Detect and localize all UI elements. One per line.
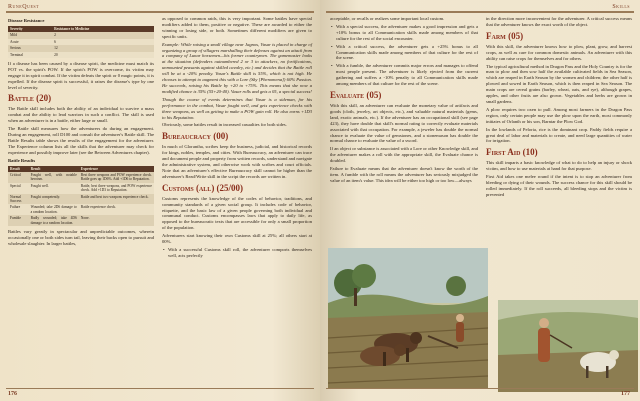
customs-bullet-fumble: • With a fumble, the adventurer commits major errors and manages to offend most people present. The adventurer is likely ejected from the current gathering and suffers a -10% penalty to all Communication skills made among members of that culture for the rest of the scene. [330, 63, 478, 87]
table-cell: Serious [8, 45, 52, 51]
table-cell: Failure [8, 204, 29, 215]
table-row [8, 215, 154, 226]
table-cell: 6 [52, 39, 154, 45]
disease-resistance-table [8, 26, 154, 58]
battle-example-2: Though the course of events determines that Vasar is a sideman, for his performance in the combat, Vasar fought well, and gets experience checks with three weapons, as well as getting to make a POW gain roll. He also earns +1D3 to his Reputation. [162, 96, 312, 120]
farm-paragraph-4: In the lowlands of Peloria, rice is the dominant crop. Paddy fields require a great deal of labor and materials to create, and need large quantities of water for irrigation. [486, 126, 632, 144]
first-aid-paragraph-1: This skill imparts a basic knowledge of what to do to help an injury or shock victim, and how to use materials at hand for that purpose. [486, 160, 632, 172]
customs-heading: Customs (all) (25/00) [162, 182, 244, 193]
table-cell: Wounded; take 2D6 damage to a random location. [30, 205, 77, 214]
table-cell: Best three weapons and POW experience check. Battle goes up 1D6%. Add +1D6 to Reputation. [80, 173, 152, 182]
customs-bullet: • With a successful Customs skill roll, the adventurer comports themselves well, acts perfectly [162, 247, 312, 259]
table-cell: 2 [52, 32, 154, 38]
table-header: Resistance to Medicine [52, 26, 154, 32]
farm-illustration-svg [328, 248, 488, 388]
first-aid-heading: First Aid (10) [486, 147, 538, 158]
table-row [8, 52, 154, 58]
bureaucracy-heading: Bureaucracy (00) [162, 131, 229, 142]
table-row [8, 194, 154, 205]
battle-paragraph-3: Battles vary greatly in spectacular and unpredictable outcomes, wherein occasionally one or both sides turn tail, leaving their backs open to pursuit and wholesale slaughter. In larger battles, [8, 229, 154, 246]
table-row [8, 183, 154, 194]
left-bottom-rule [6, 388, 314, 390]
table-cell: 12 [52, 45, 154, 51]
customs-paragraph-1: Customs represents the knowledge of the codes of behavior, traditions, and community standards of a given social group. It includes code of behavior, etiquette, and the basic law of a given people governing both individual and communal conduct. Customs encompasses laws that apply to daily life, as opposed to the bureaucratic texts that are accessible for only a small proportion of the population. [162, 195, 312, 231]
table-cell: Battle, best three weapons, and POW experience check. Add +1D3 to Reputation. [80, 183, 152, 193]
left-column-2 [162, 16, 312, 261]
battle-results-table [8, 166, 154, 226]
left-running-head: RuneQuest [8, 4, 40, 10]
evaluate-paragraph-3: Failure to Evaluate means that the adventurer doesn't know the worth of the item. A fumble with the roll means the adventurer has seriously misjudged the value of an item's value. This idea will be either too high or too low—always [330, 166, 478, 183]
right-page-number: 177 [621, 391, 630, 397]
table-header: Severity [8, 26, 52, 32]
table-cell: Special [8, 183, 29, 194]
left-top-rule [6, 11, 314, 13]
farm-paragraph-3: A plow requires two oxen to pull. Among most farmers in the Dragon Pass region, only certain people may use the plow upon the earth, most commonly initiates of Orlanth or his son, Barntar the Plow God. [486, 106, 632, 124]
table-cell: 20 [52, 52, 154, 58]
left-column-1 [8, 16, 154, 249]
table-cell: Critical [8, 172, 29, 183]
right-column-1 [330, 16, 478, 186]
evaluate-paragraph-1: With this skill, an adventurer can evaluate the monetary value of artifacts and goods (cloth, jewelry, art objects, etc.), and valuable natural materials (gems, land, exotic animals, etc.). If the adventurer has an occupational skill (see page 423), they have double that skill's normal rating to correctly evaluate materials associated with that occupation. For example, a jeweler has double the normal chance to evaluate the value of gemstones, and a stonemason has double the normal chance to evaluate the value of a sword. [330, 102, 478, 144]
table-cell: Badly wounded; take 4D6 damage to a random location. [30, 216, 77, 225]
table-cell: Acute [8, 39, 52, 45]
right-bottom-rule [326, 388, 634, 390]
farm-heading: Farm (05) [486, 30, 524, 41]
battle-paragraph-1: The Battle skill includes both the ability of an individual to survive a mass combat and the ability to lead warriors in such a conflict. The skill is used when an adventurer is in a battle, either large or small. [8, 106, 154, 124]
table-header: Experience [79, 166, 154, 172]
herding-illustration [498, 300, 638, 392]
bureaucracy-paragraph: In much of Glorantha, scribes keep the business, judicial, and historical records for kings, nobles, temples, and cities. With Bureaucracy, an adventurer can trace and document people and property from written records, understand and navigate the administrative system, and otherwise work with scribes and court officials. Note that an adventurer's effective Bureaucracy skill cannot be higher than the adventurer's Read/Write skill in the script the records are written in. [162, 144, 312, 179]
table-header: Result [29, 166, 79, 172]
table-cell: Mild [8, 32, 52, 38]
table-cell: Fought well, with notable heroism. [30, 173, 77, 182]
farm-paragraph-1: With this skill, the adventurer knows how to plow, plant, grow, and harvest crops, as well as care for common domestic animals. An adventurer with this ability can raise crops for themselves and for others. [486, 43, 632, 61]
farm-illustration [328, 248, 488, 388]
table-cell: Battle experience check. [79, 204, 154, 215]
table-cell: Terminal [8, 52, 52, 58]
table-row [8, 204, 154, 215]
battle-paragraph-4: as opposed to common raids, this is very important. Some battles have special modifiers added to them, positive or negative. These are awarded to either the winning or losing side, or both. Sometimes different modifiers are given to specific units. [162, 16, 312, 39]
battle-paragraph-5: Obviously, some battles result in increased casualties for both sides. [162, 122, 287, 128]
disease-paragraph: If a disease has been caused by a disease spirit, the medicine must match its POT vs. the spirit's POW. If the spirit's POW is overcome, its victim may engage it in spirit combat. If the victim defeats the spirit or 0 magic points, it is expelled. If the disease spirit is successful, it raises the disease's type by one level of severity. [8, 60, 154, 90]
battle-example: Example: While raising a small village near Jagnos, Vasar is placed in charge of organizing a group of villagers marshalling their defenses against an attack from a company of Lunar horsemen—his former countrymen. The gamemaster looks at the situation (defenders outnumbered 2 or 3 to attackers, no fortifications, unmounted peasants against skilled cavalry, etc.) and decides that the Battle roll will be at a -20% penalty. Vasar's Battle skill is 55%, which is not high. He chooses to attempt to augment this with a Lore (Sky [Phenomena]) 60% Passion. He succeeds, raising his Battle by +20 to +75%. This means that she now a modified chance is 35% (55+20-40). Vasar rolls and gets a 05, a special success! [162, 41, 312, 94]
first-aid-paragraph-2: First Aid takes one melee round if the intent is to stop an adventurer from bleeding or dying of their wounds. The success chance for this skill should be rolled immediately. If the roll succeeds, all bleeding stops and the victim is prevented [486, 174, 632, 197]
table-cell: Fought well. [29, 183, 79, 194]
customs-bullet-critical: • With a critical success, the adventurer gets a +25% bonus to all Communication skills made among members of that culture for the rest of the scene. [330, 44, 478, 62]
evaluate-heading: Evaluate (05) [330, 89, 382, 100]
table-cell: Fought competently. [29, 194, 79, 205]
table-cell: Fumble [8, 215, 29, 226]
disease-table-title: Disease Resistance [8, 18, 45, 23]
table-cell: Normal Success [8, 194, 29, 205]
customs-paragraph-2: Adventurers start knowing their own Customs skill at 25%; all others start at 00%. [162, 233, 312, 245]
evaluate-paragraph-2: If an object or substance is associated with a Lore or other Knowledge skill, and the adventurer makes a roll with the appropriate skill, the Evaluate chance is doubled. [330, 146, 478, 164]
table-cell: None. [79, 215, 154, 226]
battle-paragraph-2: The Battle skill measures how the adventurers do during an engagement. During an engagement, roll D100 and consult the adventurer's Battle skill. The Battle Results table shows the results of the engagement for the adventurer. The Experience column lists all the skills that the adventurer may check for experience and possibly improve later (see the Between Adventures chapter). [8, 126, 154, 155]
right-top-rule [326, 11, 634, 13]
customs-bullet-special: • With a special success, the adventurer makes a good impression and gets a +10% bonus to all Communication skills made among members of that culture for the rest of the social encounter. [330, 24, 478, 42]
evaluate-paragraph-4: in the direction more inconvenient for the adventurer. A critical success means that the adventurer knows the exact worth of the object. [486, 16, 632, 27]
right-running-head: Skills [612, 4, 630, 10]
table-row [8, 172, 154, 183]
right-column-2 [486, 16, 632, 200]
right-page [320, 0, 640, 401]
left-page-number: 176 [8, 391, 17, 397]
table-cell: Battle and best two weapons experience check. [79, 194, 154, 205]
herding-illustration-svg [498, 300, 638, 392]
table-header: Result [8, 166, 29, 172]
battle-results-title: Battle Results [8, 157, 36, 163]
farm-paragraph-2: The typical agricultural method in Dragon Pass and the Holy Country is for the man to plow and then sow half the available cultivated fields in Sea Season, which are reaped in Earth Season by the women and children; the other half is plowed and sowed in Earth Season, which is then reaped in Sea Season. The main crops are cereal grains (barley, wheat, oats, and rye), although grapes, apples, and other fruits are also grown. Vegetables and herbs are grown in small gardens. [486, 63, 632, 104]
customs-paragraph-3: acceptable, or recalls or realizes some important local custom. [330, 16, 445, 21]
battle-heading: Battle (20) [8, 93, 52, 104]
